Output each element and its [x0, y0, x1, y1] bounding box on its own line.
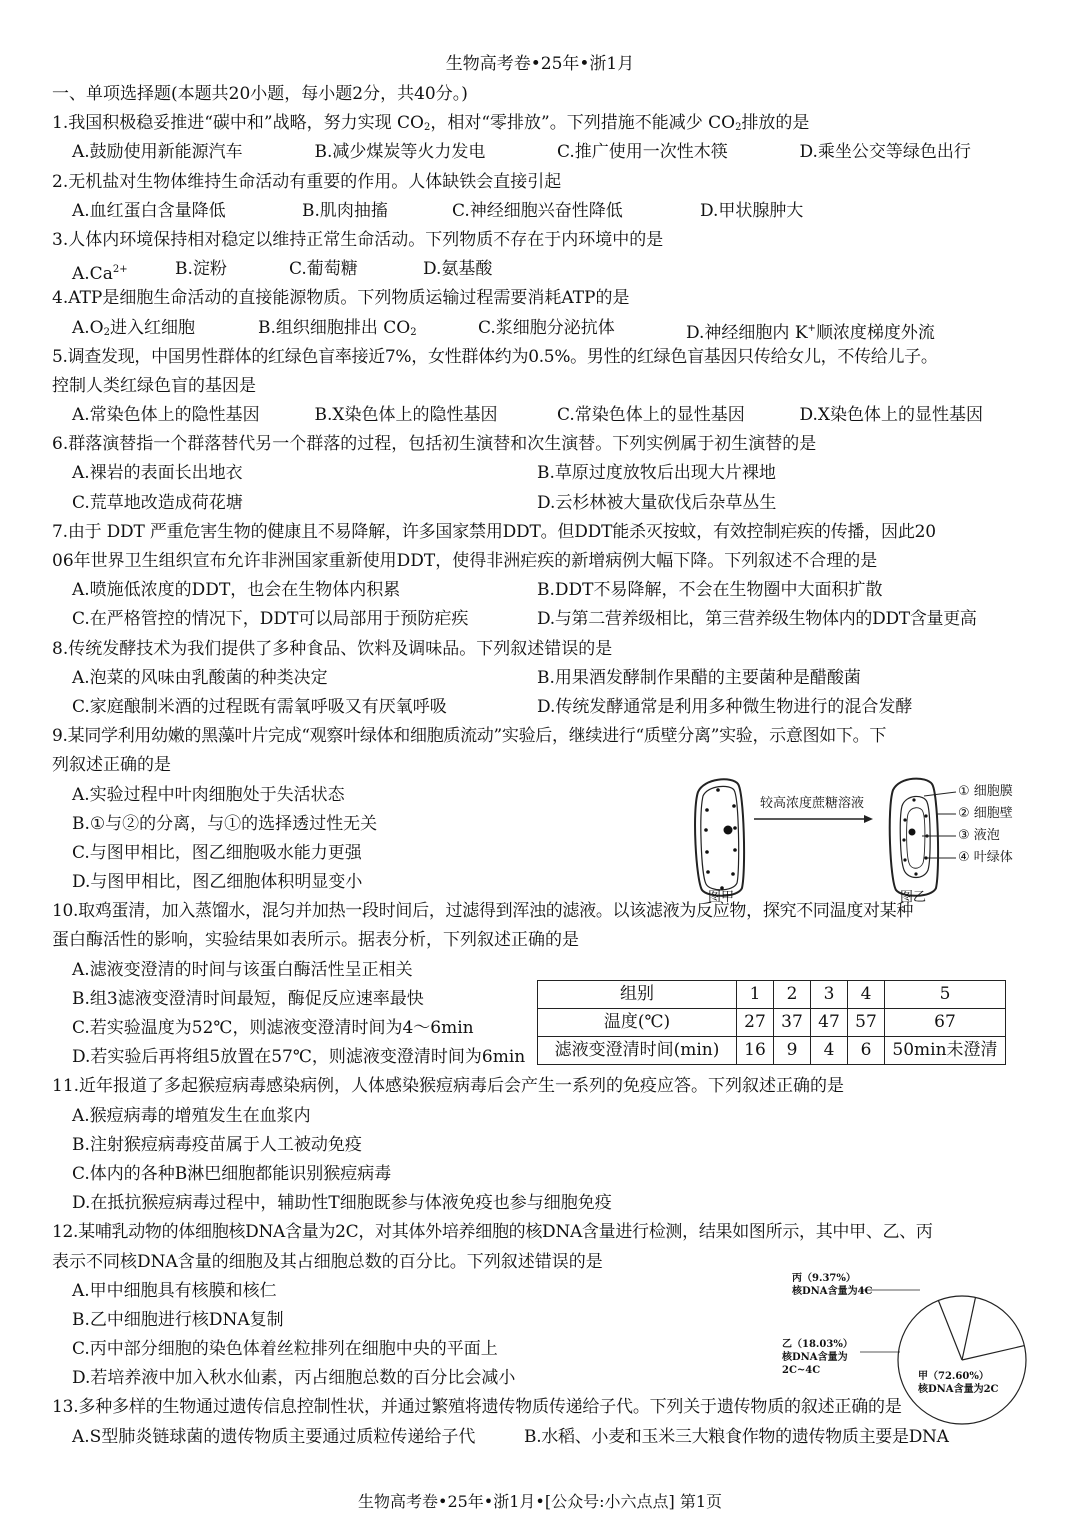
q5-stem-2: 控制人类红绿色盲的基因是 [52, 375, 256, 396]
table-cell: 6 [848, 1037, 885, 1065]
q7-option-b: B.DDT不易降解，不会在生物圈中大面积扩散 [537, 580, 883, 601]
q8-options-row-2 [52, 693, 1042, 722]
table-cell: 4 [848, 981, 885, 1009]
q4-option-b: B.组织细胞排出 CO2 [258, 317, 417, 338]
q10-option-a: A.滤液变澄清的时间与该蛋白酶活性呈正相关 [72, 959, 413, 980]
q3-stem: 3.人体内环境保持相对稳定以维持正常生命活动。下列物质不存在于内环境中的是 [52, 229, 664, 250]
pie-slice-divider [962, 1297, 976, 1360]
label-vacuole: ③ 液泡 [958, 828, 1000, 843]
arrow-head [864, 815, 873, 823]
q7-stem-2: 06年世界卫生组织宣布允许非洲国家重新使用DDT，使得非洲疟疾的新增病例大幅下降。下列叙述不合理的是 [52, 551, 878, 571]
arrow-label: 较高浓度蔗糖溶液 [760, 796, 865, 811]
section-title: 一、单项选择题(本题共20小题，每小题2分，共40分。) [52, 84, 468, 104]
q1-stem: 1.我国积极稳妥推进“碳中和”战略，努力实现 $CO_2$，相对“零排放”。下列措施不能减少 $CO_2$排放的是 [52, 113, 810, 134]
q10-stem-2: 蛋白酶活性的影响，实验结果如表所示。据表分析，下列叙述正确的是 [52, 930, 579, 951]
q7-options-row-1 [52, 576, 1042, 605]
pie-label-bing: 丙（9.37%） 核DNA含量为4C [792, 1273, 873, 1297]
q13-option-a: A.S型肺炎链球菌的遗传物质主要通过质粒传递给子代 [72, 1426, 476, 1447]
q2-option-c: C.神经细胞兴奋性降低 [452, 200, 623, 221]
q3-option-c: C.葡萄糖 [289, 259, 358, 280]
q11-option-b: B.注射猴痘病毒疫苗属于人工被动免疫 [72, 1134, 362, 1155]
q2-option-a: A.血红蛋白含量降低 [72, 200, 226, 221]
table-cell: 37 [774, 1009, 811, 1037]
q12-option-b: B.乙中细胞进行核DNA复制 [72, 1309, 284, 1330]
table-cell: 3 [811, 981, 848, 1009]
q1-option-b: B.减少煤炭等火力发电 [314, 142, 486, 163]
q9-stem-1: 9.某同学利用幼嫩的黑藻叶片完成“观察叶绿体和细胞质流动”实验后，继续进行“质壁分离”实验，示意图如下。下 [52, 726, 887, 747]
table-row [538, 1037, 1006, 1065]
q8-options-row-1 [52, 664, 1042, 693]
q7-option-c: C.在严格管控的情况下，DDT可以局部用于预防疟疾 [72, 609, 469, 630]
leader-1 [924, 792, 956, 796]
q11-stem: 11.近年报道了多起猴痘病毒感染病例，人体感染猴痘病毒后会产生一系列的免疫应答。下列叙述正确的是 [52, 1076, 845, 1097]
q9-figure [688, 770, 1048, 908]
q12-stem-1: 12.某哺乳动物的体细胞核DNA含量为2C，对其体外培养细胞的核DNA含量进行检测，结果如图所示，其中甲、乙、丙 [52, 1222, 933, 1243]
label-chloroplast: ④ 叶绿体 [958, 850, 1013, 865]
q11-option-d: D.在抵抗猴痘病毒过程中，辅助性T细胞既参与体液免疫也参与细胞免疫 [72, 1193, 612, 1214]
table-cell: 27 [737, 1009, 774, 1037]
pie-label-yi: 乙（18.03%） 核DNA含量为 2C~4C [782, 1339, 853, 1376]
q9-stem-2: 列叙述正确的是 [52, 755, 171, 776]
q7-option-d: D.与第二营养级相比，第三营养级生物体内的DDT含量更高 [537, 609, 977, 630]
q6-option-b: B.草原过度放牧后出现大片裸地 [537, 463, 776, 484]
table-cell: 67 [885, 1009, 1006, 1037]
q13-stem: 13.多种多样的生物通过遗传信息控制性状，并通过繁殖将遗传物质传递给子代。下列关于遗传物质的叙述正确的是 [52, 1397, 902, 1418]
q4-option-d: D.神经细胞内 K+顺浓度梯度外流 [686, 322, 935, 343]
q6-options-row-1 [52, 459, 1042, 488]
q3-option-b: B.淀粉 [175, 259, 227, 280]
table-row [538, 981, 1006, 1009]
q8-option-d: D.传统发酵通常是利用多种微生物进行的混合发酵 [537, 696, 913, 717]
label-cell-membrane: ① 细胞膜 [958, 784, 1013, 799]
pie-label-jia: 甲（72.60%） 核DNA含量为2C [918, 1371, 999, 1395]
q1-option-c: C.推广使用一次性木筷 [557, 142, 728, 163]
q7-stem-1: 7.由于 DDT 严重危害生物的健康且不易降解，许多国家禁用DDT。但DDT能杀灭按蚊，有效控制疟疾的传播，因此20 [52, 521, 936, 542]
q6-option-d: D.云杉林被大量砍伐后杂草丛生 [537, 492, 777, 513]
table-cell: 1 [737, 981, 774, 1009]
q10-result-table [537, 980, 1006, 1065]
q9-option-a: A.实验过程中叶肉细胞处于失活状态 [72, 784, 345, 805]
row-label: 温度(℃) [538, 1009, 737, 1037]
page-footer: 生物高考卷•25年•浙1月•[公众号:小六点点] 第1页 [358, 1492, 722, 1511]
table-cell: 57 [848, 1009, 885, 1037]
q8-stem: 8.传统发酵技术为我们提供了多种食品、饮料及调味品。下列叙述错误的是 [52, 638, 613, 659]
table-cell: 47 [811, 1009, 848, 1037]
q11-option-c: C.体内的各种B淋巴细胞都能识别猴痘病毒 [72, 1163, 392, 1184]
cell-a-chloroplasts [704, 788, 737, 890]
cell-b-vacuole [907, 808, 925, 869]
q4-option-c: C.浆细胞分泌抗体 [478, 317, 615, 338]
question-list [52, 80, 1042, 1452]
q5-option-b: B.X染色体上的隐性基因 [314, 405, 498, 426]
caption-figure-a: 图甲 [708, 890, 735, 905]
q10-option-d: D.若实验后再将组5放置在57℃，则滤液变澄清时间为6min [72, 1047, 526, 1068]
table-cell: 4 [811, 1037, 848, 1065]
q12-option-a: A.甲中细胞具有核膜和核仁 [72, 1280, 277, 1301]
q4-stem: 4.ATP是细胞生命活动的直接能源物质。下列物质运输过程需要消耗ATP的是 [52, 288, 630, 309]
q6-stem: 6.群落演替指一个群落替代另一个群落的过程，包括初生演替和次生演替。下列实例属于初生演替的是 [52, 434, 817, 455]
q3-option-a: A.Ca2+ [72, 264, 128, 285]
q4-option-a: A.O2进入红细胞 [72, 317, 195, 338]
q7-options-row-2 [52, 605, 1042, 634]
q2-options [52, 197, 1042, 226]
pie-slice-divider [938, 1301, 962, 1361]
q10-stem-1: 10.取鸡蛋清，加入蒸馏水，混匀并加热一段时间后，过滤得到浑浊的滤液。以该滤液为反应物，探究不同温度对某种 [52, 901, 914, 922]
q9-option-b: B.①与②的分离，与①的选择透过性无关 [72, 813, 378, 834]
q1-options [52, 138, 1042, 167]
q5-option-c: C.常染色体上的显性基因 [557, 405, 745, 426]
q5-options [52, 401, 1042, 430]
q2-option-b: B.肌肉抽搐 [302, 200, 388, 221]
q5-option-a: A.常染色体上的隐性基因 [72, 405, 260, 426]
caption-figure-b: 图乙 [900, 890, 927, 905]
q10-option-b: B.组3滤液变澄清时间最短，酶促反应速率最快 [72, 988, 424, 1009]
q2-stem: 2.无机盐对生物体维持生命活动有重要的作用。人体缺铁会直接引起 [52, 171, 562, 192]
q6-option-c: C.荒草地改造成荷花塘 [72, 492, 243, 513]
q6-options-row-2 [52, 489, 1042, 518]
table-cell: 2 [774, 981, 811, 1009]
q13-option-b: B.水稻、小麦和玉米三大粮食作物的遗传物质主要是DNA [524, 1426, 949, 1447]
table-row [538, 1009, 1006, 1037]
q1-option-d: D.乘坐公交等绿色出行 [799, 142, 971, 163]
q4-options [52, 314, 1042, 343]
q12-option-c: C.丙中部分细胞的染色体着丝粒排列在细胞中央的平面上 [72, 1339, 498, 1360]
table-cell: 9 [774, 1037, 811, 1065]
q8-option-c: C.家庭酿制米酒的过程既有需氧呼吸又有厌氧呼吸 [72, 696, 447, 717]
q6-option-a: A.裸岩的表面长出地衣 [72, 463, 243, 484]
page-title: 生物高考卷•25年•浙1月 [445, 54, 635, 74]
q5-option-d: D.X染色体上的显性基因 [799, 405, 984, 426]
row-label: 组别 [538, 981, 737, 1009]
q1-option-a: A.鼓励使用新能源汽车 [72, 142, 243, 163]
q5-stem-1: 5.调查发现，中国男性群体的红绿色盲率接近7%，女性群体约为0.5%。男性的红绿色盲基因只传给女儿，不传给儿子。 [52, 346, 938, 367]
q9-option-c: C.与图甲相比，图乙细胞吸水能力更强 [72, 842, 362, 863]
q7-option-a: A.喷施低浓度的DDT，也会在生物体内积累 [72, 580, 401, 601]
q9-option-d: D.与图甲相比，图乙细胞体积明显变小 [72, 872, 363, 893]
q12-stem-2: 表示不同核DNA含量的细胞及其占细胞总数的百分比。下列叙述错误的是 [52, 1251, 603, 1272]
q12-option-d: D.若培养液中加入秋水仙素，丙占细胞总数的百分比会减小 [72, 1368, 516, 1389]
q10-option-c: C.若实验温度为52℃，则滤液变澄清时间为4～6min [72, 1018, 474, 1038]
table-cell: 16 [737, 1037, 774, 1065]
q12-pie-chart [760, 1268, 1050, 1438]
row-label: 滤液变澄清时间(min) [538, 1037, 737, 1065]
label-cell-wall: ② 细胞壁 [958, 806, 1013, 821]
q3-options [52, 255, 1042, 284]
q11-option-a: A.猴痘病毒的增殖发生在血浆内 [72, 1105, 311, 1126]
table-cell: 50min未澄清 [885, 1037, 1006, 1065]
q8-option-b: B.用果酒发酵制作果醋的主要菌种是醋酸菌 [537, 667, 861, 688]
q3-option-d: D.氨基酸 [423, 259, 493, 280]
q8-option-a: A.泡菜的风味由乳酸菌的种类决定 [72, 667, 328, 688]
table-cell: 5 [885, 981, 1006, 1009]
cell-b-membrane [900, 796, 930, 877]
pie-slice-divider [962, 1346, 1024, 1360]
q2-option-d: D.甲状腺肿大 [700, 200, 804, 221]
